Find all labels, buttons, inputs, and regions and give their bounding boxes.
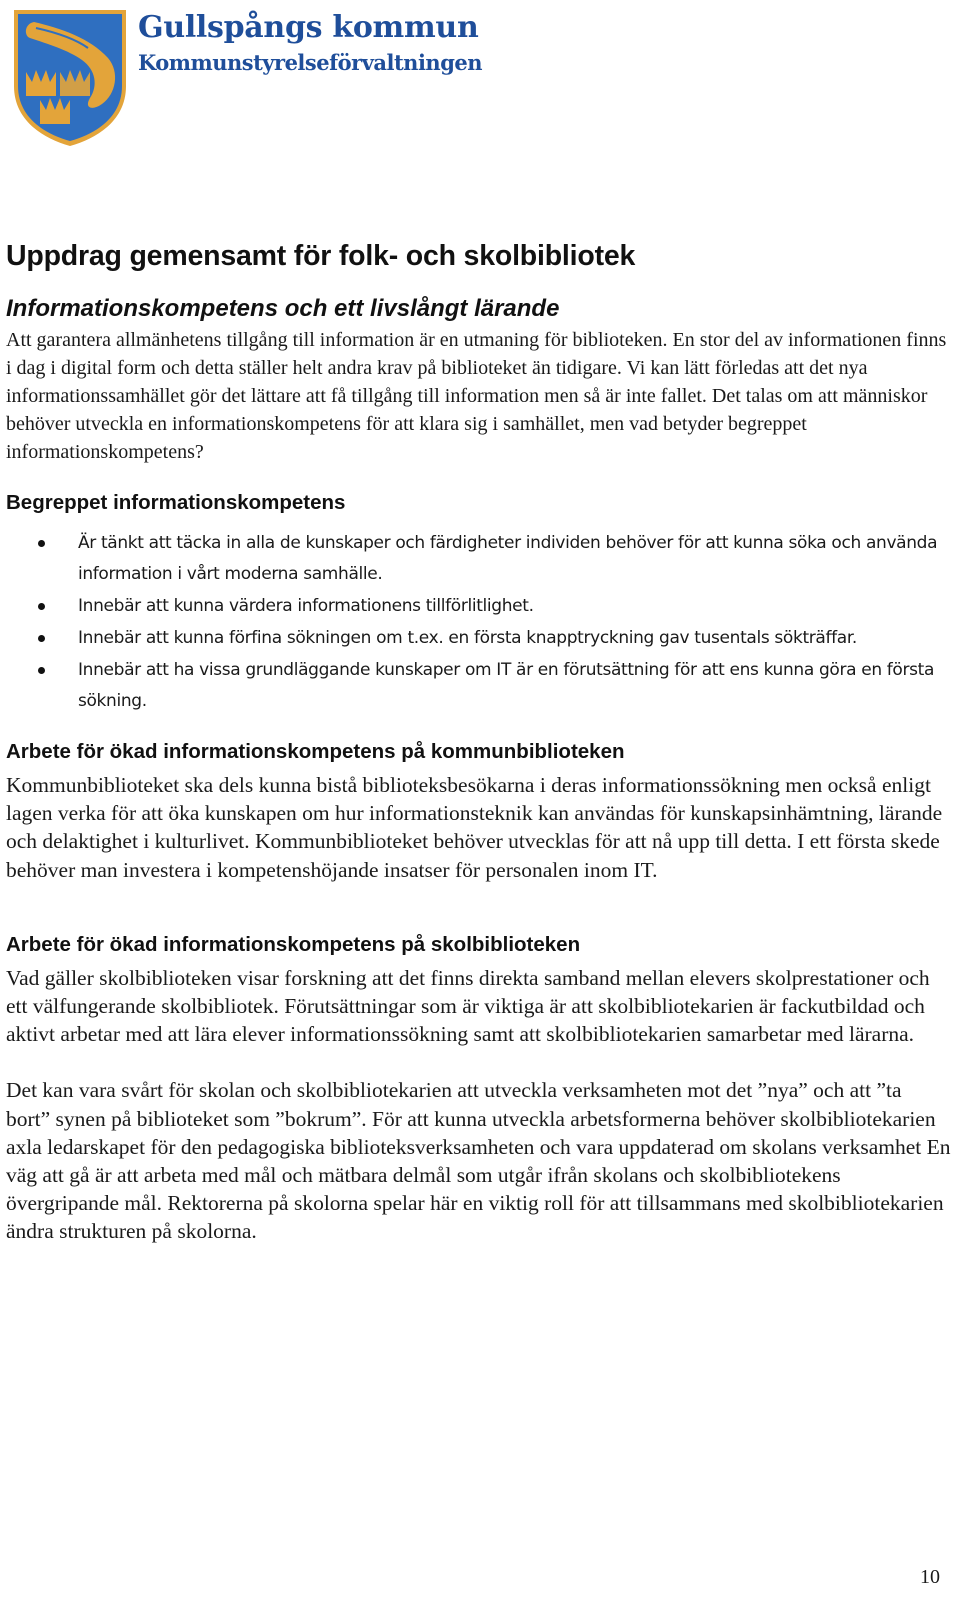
bullet-icon xyxy=(38,540,45,547)
municipal-crest-icon xyxy=(12,8,128,148)
list-item xyxy=(6,528,951,590)
concept-bullet-list xyxy=(6,528,951,717)
school-library-paragraph-2: Det kan vara svårt för skolan och skolbibliotekarien att utveckla verksamheten mot det ”nya” och att ”ta bort” synen på biblioteket som ”bokrum”. För att kunna utveckla arbetsformerna behöver skolbibliotekarien axla ledarskapet för den pedagogiska biblioteksverksamheten och vara uppdaterad om skolans verksamhet En väg att gå är att arbeta med mål och mätbara delmål som utgår ifrån skolans och skolbibliotekens övergripande mål. Rektorerna på skolorna spelar här en viktig roll för att tillsammans med skolbibliotekarien ändra strukturen på skolorna. xyxy=(6,1078,951,1244)
municipal-library-paragraph: Kommunbiblioteket ska dels kunna bistå biblioteksbesökarna i deras informationssökning men också enligt lagen verka för att öka kunskapen om hur informationsteknik kan användas för kunskapsinhämtning, lärande och delaktighet i kulturlivet. Kommunbiblioteket behöver utvecklas för att nå upp till detta. I ett första skede behöver man investera i kompetenshöjande insatser för personalen inom IT. xyxy=(6,773,943,882)
bullet-icon xyxy=(38,635,45,642)
list-item xyxy=(6,623,951,654)
organization-name: Gullspångs kommun xyxy=(138,10,479,45)
document-header xyxy=(8,6,568,148)
section-title-municipal-library: Arbete för ökad informationskompetens på kommunbiblioteken xyxy=(6,740,625,763)
school-library-paragraph-1: Vad gäller skolbiblioteken visar forskning att det finns direkta samband mellan elevers skolprestationer och ett välfungerande skolbibliotek. Förutsättningar som är viktiga är att skolbibliotekarien är fackutbildad och aktivt arbetar med att lära elever informationssökning samt att skolbibliotekarien samarbetar med lärarna. xyxy=(6,965,930,1047)
section-title-information-literacy: Informationskompetens och ett livslångt lärande xyxy=(6,295,560,322)
page-title: Uppdrag gemensamt för folk- och skolbibliotek xyxy=(6,240,636,272)
section-title-concept: Begreppet informationskompetens xyxy=(6,491,346,514)
bullet-text: Är tänkt att täcka in alla de kunskaper och färdigheter individen behöver för att kunna söka och använda information i vårt moderna samhälle. xyxy=(78,533,938,584)
bullet-text: Innebär att kunna värdera informationens tillförlitlighet. xyxy=(78,596,534,616)
section-title-school-library: Arbete för ökad informationskompetens på skolbiblioteken xyxy=(6,932,581,956)
list-item xyxy=(6,655,951,717)
bullet-icon xyxy=(38,603,45,610)
bullet-text: Innebär att ha vissa grundläggande kunskaper om IT är en förutsättning för att ens kunna göra en första sökning. xyxy=(78,660,935,711)
bullet-text: Innebär att kunna förfina sökningen om t.ex. en första knapptryckning gav tusentals sökträffar. xyxy=(78,628,857,648)
page-number: 10 xyxy=(920,1566,940,1588)
organization-department: Kommunstyrelseförvaltningen xyxy=(138,50,483,75)
list-item xyxy=(6,591,951,622)
bullet-icon xyxy=(38,667,45,674)
document-body xyxy=(6,236,951,1246)
information-literacy-paragraph: Att garantera allmänhetens tillgång till information är en utmaning för biblioteken. En stor del av informationen finns i dag i digital form och detta ställer helt andra krav på biblioteket än tidigare. Vi kan lätt förledas att det nya informationssamhället gör det lättare att få tillgång till information men så är inte fallet. Det talas om att människor behöver utveckla en informationskompetens för att klara sig i samhället, men vad betyder begreppet informationskompetens? xyxy=(6,329,947,463)
